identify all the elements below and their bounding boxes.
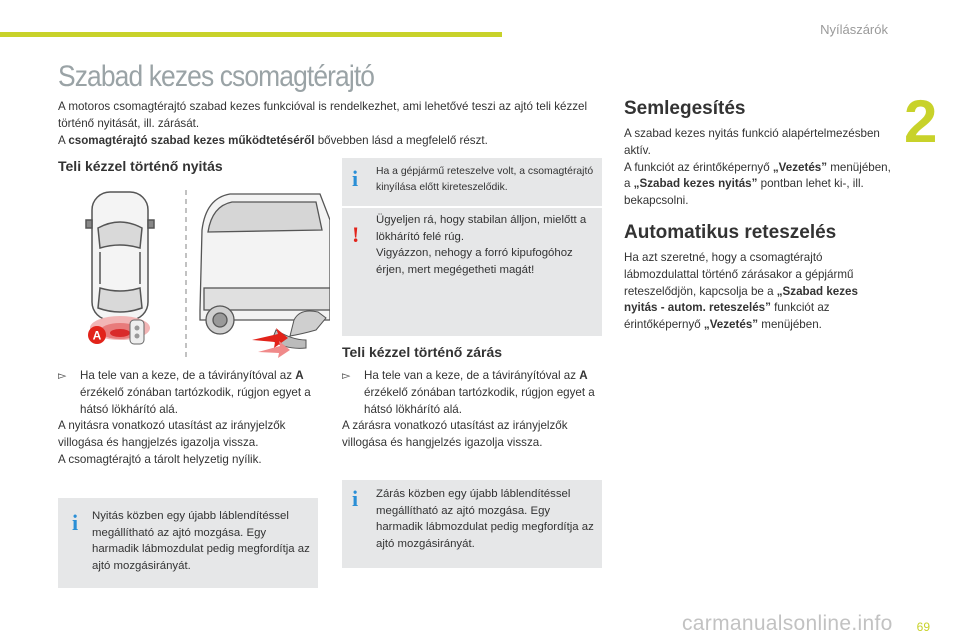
info-icon: i bbox=[72, 510, 79, 535]
zone-marker-a bbox=[88, 326, 106, 344]
intro-line-2 bbox=[58, 132, 603, 149]
autolock-pre: Ha azt szeretné, hogy a csomagtérajtó lábmozdulattal történő zárásakor a gépjármű reteszelődjön, kapcsolja be a bbox=[624, 251, 854, 298]
neutralize-mid: menüjében, a bbox=[624, 160, 891, 191]
heading-close: Teli kézzel történő zárás bbox=[342, 344, 503, 360]
info-open-text: Nyitás közben egy újabb láblendítéssel megállítható az ajtó mozgása. Egy harmadik lábmozdulat pedig megfordítja az ajtó mozgásirányát. bbox=[92, 510, 310, 572]
info-box-locked bbox=[342, 158, 602, 206]
section-title: Nyílászárók bbox=[820, 22, 888, 37]
intro-post: bővebben lásd a megfelelő részt. bbox=[314, 134, 488, 147]
open-text-1: A nyitásra vonatkozó utasítást az irányjelzők villogása és hangjelzés igazolja vissza. bbox=[58, 419, 286, 450]
page-title: Szabad kezes csomagtérajtó bbox=[58, 60, 375, 93]
autolock-mid: funkciót az érintőképernyő bbox=[624, 301, 830, 332]
info-box-close bbox=[342, 480, 602, 568]
info-icon: i bbox=[352, 486, 359, 511]
warning-line-2: Vigyázzon, nehogy a forró kipufogóhoz érjen, mert megégetheti magát! bbox=[376, 247, 573, 276]
intro-text bbox=[58, 98, 603, 149]
neutralize-text-2 bbox=[624, 160, 894, 210]
bullet-arrow-icon: ▻ bbox=[342, 370, 351, 382]
chapter-number: 2 bbox=[904, 88, 938, 155]
warning-line-1: Ügyeljen rá, hogy stabilan álljon, mielőtt a lökhárító felé rúg. bbox=[376, 214, 587, 243]
neutralize-pre: A funkciót az érintőképernyő bbox=[624, 160, 773, 174]
marker-label: A bbox=[92, 328, 102, 343]
close-bullet bbox=[342, 368, 604, 418]
neutralize-post: pontban lehet ki-, ill. bekapcsolni. bbox=[624, 177, 864, 208]
page-number: 69 bbox=[916, 620, 930, 634]
neutralize-text-1: A szabad kezes nyitás funkció alapértelmezésben aktív. bbox=[624, 127, 880, 157]
close-bullet-rest: érzékelő zónában tartózkodik, rúgjon egyet a hátsó lökhárító alá. bbox=[364, 385, 595, 416]
close-bullet-key: A bbox=[579, 369, 588, 382]
open-text-2: A csomagtérajtó a tárolt helyzetig nyílik. bbox=[58, 452, 262, 466]
autolock-menu-name: „Vezetés” bbox=[703, 318, 759, 332]
close-text-1: A zárásra vonatkozó utasítást az irányjelzők villogása és hangjelzés igazolja vissza. bbox=[342, 419, 568, 450]
car-illustration bbox=[80, 190, 330, 360]
info-box-open bbox=[58, 498, 318, 588]
heading-open: Teli kézzel történő nyitás bbox=[58, 158, 223, 174]
neutralize-menu-name: „Vezetés” bbox=[772, 160, 828, 174]
warning-box bbox=[342, 208, 602, 336]
watermark: carmanualsonline.info bbox=[682, 612, 893, 635]
accent-bar bbox=[0, 32, 502, 37]
open-bullet-rest: érzékelő zónában tartózkodik, rúgjon egyet a hátsó lökhárító alá. bbox=[80, 385, 311, 416]
bullet-arrow-icon: ▻ bbox=[58, 370, 67, 382]
intro-link-text: csomagtérajtó szabad kezes működtetéséről bbox=[68, 134, 315, 147]
key-fob-icon bbox=[130, 320, 144, 344]
close-instructions bbox=[342, 368, 604, 452]
car-top-view bbox=[86, 192, 154, 320]
autolock-text bbox=[624, 250, 894, 334]
heading-autolock: Automatikus reteszelés bbox=[624, 222, 837, 243]
heading-neutralize: Semlegesítés bbox=[624, 98, 746, 119]
open-instructions bbox=[58, 368, 320, 469]
autolock-function-name: „Szabad kezes nyitás - autom. reteszelés” bbox=[624, 284, 858, 315]
close-bullet-text: Ha tele van a keze, de a távirányítóval az bbox=[364, 369, 577, 382]
autolock-post: menüjében. bbox=[758, 318, 822, 332]
neutralize-text bbox=[624, 126, 894, 210]
autolock-paragraph bbox=[624, 250, 894, 334]
info-icon: i bbox=[352, 166, 359, 191]
open-bullet-text: Ha tele van a keze, de a távirányítóval az bbox=[80, 369, 293, 382]
warning-icon: ! bbox=[352, 222, 360, 247]
neutralize-item-name: „Szabad kezes nyitás” bbox=[633, 177, 758, 191]
open-bullet-key: A bbox=[295, 369, 304, 382]
intro-line-1: A motoros csomagtérajtó szabad kezes funkcióval is rendelkezhet, ami lehetővé teszi az ajtó teli kézzel történő nyitását, ill. zárását. bbox=[58, 100, 588, 130]
info-close-text: Zárás közben egy újabb láblendítéssel megállítható az ajtó mozgása. Egy harmadik lábmozdulat pedig megfordítja az ajtó mozgásirányát. bbox=[376, 488, 594, 550]
warning-text bbox=[376, 212, 598, 278]
info-locked-text: Ha a gépjármű reteszelve volt, a csomagtérajtó kinyílása előtt kireteszelődik. bbox=[376, 166, 594, 193]
intro-pre: A bbox=[58, 134, 69, 147]
open-bullet bbox=[58, 368, 320, 418]
